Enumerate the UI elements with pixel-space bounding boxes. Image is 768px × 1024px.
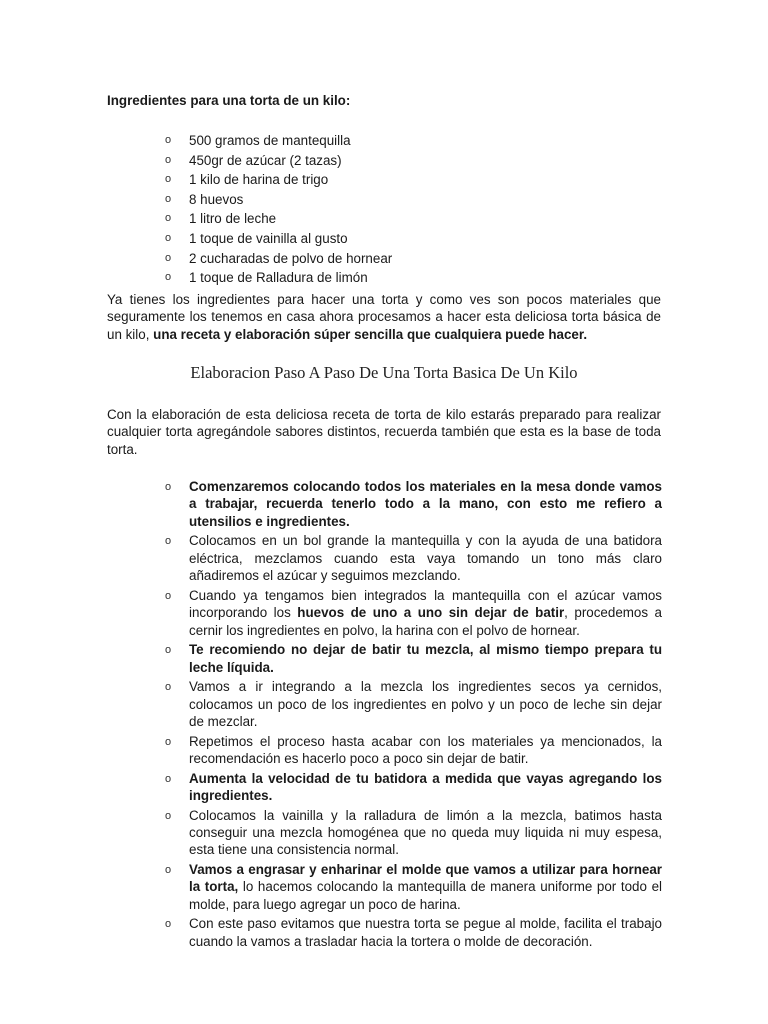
ingredient-item bbox=[165, 151, 625, 171]
step-text-regular-after: lo hacemos colocando la mantequilla de manera uniforme por todo el molde, para luego agregar un poco de harina. bbox=[189, 879, 662, 912]
step-text-bold: Aumenta la velocidad de tu batidora a medida que vayas agregando los ingredientes. bbox=[189, 770, 662, 804]
bullet-icon: o bbox=[165, 735, 172, 748]
step-item bbox=[165, 861, 662, 913]
step-text bbox=[189, 861, 662, 913]
bullet-icon: o bbox=[165, 232, 172, 245]
step-text-regular: Colocamos en un bol grande la mantequilla y con la ayuda de una batidora eléctrica, mezclamos cuando esta vaya tomando un tono más claro añadiremos el azúcar y seguimos mezclando. bbox=[189, 533, 662, 584]
ingredient-text: 450gr de azúcar (2 tazas) bbox=[189, 152, 342, 168]
step-item bbox=[165, 678, 662, 730]
intro-text: Ya tienes los ingredientes para hacer una torta y como ves son pocos materiales que seguramente los tenemos en casa ahora procesamos a hacer esta deliciosa torta básica de un kilo, bbox=[107, 292, 661, 342]
intro-bold-text: una receta y elaboración súper sencilla que cualquiera puede hacer. bbox=[153, 326, 588, 342]
bullet-icon: o bbox=[165, 809, 172, 822]
step-item bbox=[165, 532, 662, 584]
bullet-icon: o bbox=[165, 681, 172, 694]
ingredient-item bbox=[165, 229, 625, 249]
ingredient-text: 1 litro de leche bbox=[189, 211, 277, 227]
step-text bbox=[189, 807, 662, 859]
step-item bbox=[165, 641, 662, 676]
step-text bbox=[189, 770, 662, 805]
ingredient-text: 1 toque de Ralladura de limón bbox=[189, 270, 368, 286]
ingredient-item bbox=[165, 170, 625, 190]
ingredient-item bbox=[165, 249, 625, 269]
bullet-icon: o bbox=[165, 212, 172, 225]
ingredient-item bbox=[165, 268, 625, 288]
ingredient-text: 1 toque de vainilla al gusto bbox=[189, 231, 348, 247]
bullet-icon: o bbox=[165, 173, 172, 186]
step-text-regular: Repetimos el proceso hasta acabar con los materiales ya mencionados, la recomendación es hacerlo poco a poco sin dejar de batir. bbox=[189, 733, 662, 767]
bullet-icon: o bbox=[165, 589, 172, 602]
step-item bbox=[165, 807, 662, 859]
step-text-regular-after: , procedemos a cernir los ingredientes en polvo, la harina con el polvo de hornear. bbox=[189, 605, 662, 638]
intro-paragraph bbox=[107, 291, 661, 343]
ingredient-item bbox=[165, 131, 625, 151]
section-title: Elaboracion Paso A Paso De Una Torta Basica De Un Kilo bbox=[190, 363, 578, 382]
step-text-bold: Te recomiendo no dejar de batir tu mezcla, al mismo tiempo prepara tu leche líquida. bbox=[189, 642, 662, 675]
step-text-regular: Vamos a ir integrando a la mezcla los ingredientes secos ya cernidos, colocamos un poco de los ingredientes en polvo y un poco de leche sin dejar de mezclar. bbox=[189, 679, 662, 730]
step-text bbox=[189, 915, 662, 950]
ingredient-text: 1 kilo de harina de trigo bbox=[189, 172, 329, 188]
step-item bbox=[165, 733, 662, 768]
bullet-icon: o bbox=[165, 134, 172, 147]
ingredient-item bbox=[165, 190, 625, 210]
ingredient-text: 500 gramos de mantequilla bbox=[189, 133, 351, 149]
step-text bbox=[189, 478, 662, 530]
step-item bbox=[165, 478, 662, 530]
bullet-icon: o bbox=[165, 772, 172, 785]
step-text-bold: huevos de uno a uno sin dejar de batir bbox=[297, 605, 565, 621]
bullet-icon: o bbox=[165, 535, 172, 548]
ingredient-item bbox=[165, 209, 625, 229]
bullet-icon: o bbox=[165, 251, 172, 264]
ingredient-text: 8 huevos bbox=[189, 191, 244, 207]
bullet-icon: o bbox=[165, 192, 172, 205]
ingredient-text: 2 cucharadas de polvo de hornear bbox=[189, 250, 393, 266]
step-text bbox=[189, 587, 662, 639]
ingredients-list bbox=[165, 131, 625, 288]
step-item bbox=[165, 587, 662, 639]
bullet-icon: o bbox=[165, 481, 172, 493]
bullet-icon: o bbox=[165, 864, 172, 877]
step-text-bold: Comenzaremos colocando todos los materiales en la mesa donde vamos a trabajar, recuerda tenerlo todo a la mano, con esto me refiero a utensilios e ingredientes. bbox=[189, 479, 662, 529]
step-text bbox=[189, 733, 662, 768]
step-text bbox=[189, 641, 662, 676]
step-item bbox=[165, 770, 662, 805]
ingredients-heading: Ingredientes para una torta de un kilo: bbox=[107, 93, 351, 108]
step-text bbox=[189, 678, 662, 730]
step-text-regular: Cuando ya tengamos bien integrados la mantequilla con el azúcar vamos incorporando los bbox=[189, 587, 662, 621]
bullet-icon: o bbox=[165, 918, 172, 931]
bullet-icon: o bbox=[165, 644, 172, 657]
step-item bbox=[165, 915, 662, 950]
step-text-regular: Colocamos la vainilla y la ralladura de limón a la mezcla, batimos hasta conseguir una mezcla homogénea que no queda muy liquida ni muy espesa, esta tiene una consistencia normal. bbox=[189, 807, 662, 858]
section-intro-paragraph: Con la elaboración de esta deliciosa receta de torta de kilo estarás preparado para realizar cualquier torta agregándole sabores distintos, recuerda también que esta es la base de toda torta. bbox=[107, 407, 661, 457]
step-text bbox=[189, 532, 662, 584]
step-text-bold: Vamos a engrasar y enharinar el molde que vamos a utilizar para hornear la torta, bbox=[189, 862, 662, 895]
bullet-icon: o bbox=[165, 153, 172, 166]
steps-list bbox=[165, 478, 662, 952]
bullet-icon: o bbox=[165, 271, 172, 284]
step-text-regular: Con este paso evitamos que nuestra torta se pegue al molde, facilita el trabajo cuando la vamos a trasladar hacia la tortera o molde de decoración. bbox=[189, 916, 662, 949]
